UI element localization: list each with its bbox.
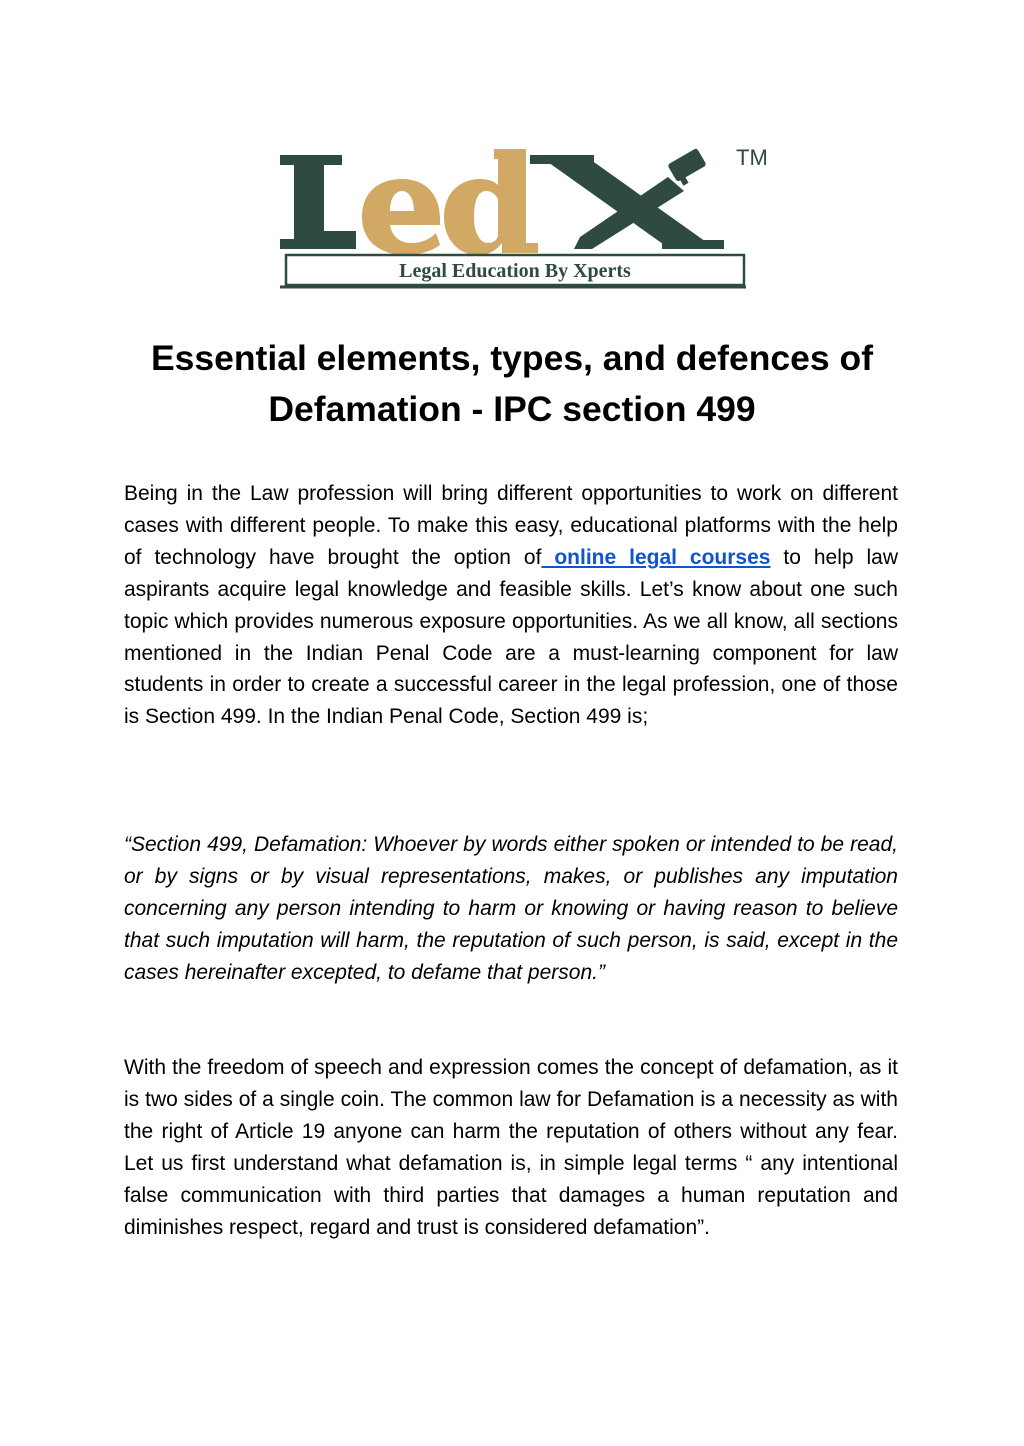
- intro-text-before: Being in the Law profession will bring different opportunities to work on different cases with different people. To make this easy, educational platforms with the help of technology have brought the option of: [124, 482, 898, 569]
- logo-letter-e: [362, 179, 440, 255]
- ledx-logo: [276, 145, 788, 291]
- section-499-quote: “Section 499, Defamation: Whoever by words either spoken or intended to be read, or by signs or by visual representations, makes, or publishes any imputation concerning any person intending to harm or knowing or having reason to believe that such imputation will harm, the reputation of such person, is said, except in the cases hereinafter excepted, to defame that person.”: [124, 833, 898, 984]
- intro-text-after: to help law aspirants acquire legal knowledge and feasible skills. Let’s know about one such topic which provides numerous exposure opportunities. As we all know, all sections mentioned in the Indian Penal Code are a must-learning component for law students in order to create a successful career in the legal profession, one of those is Section 499. In the Indian Penal Code, Section 499 is;: [124, 545, 898, 729]
- defamation-paragraph: With the freedom of speech and expression comes the concept of defamation, as it is two sides of a single coin. The common law for Defamation is a necessity as with the right of Article 19 anyone can harm the reputation of others without any fear. Let us first understand what defamation is, in simple legal terms “ any intentional false communication with third parties that damages a human reputation and diminishes respect, regard and trust is considered defamation”.: [124, 1056, 898, 1239]
- gavel-icon: [667, 148, 706, 186]
- intro-paragraph: [124, 478, 898, 733]
- logo-letter-l: [280, 155, 356, 249]
- logo-letter-d: [444, 149, 538, 255]
- page-title: Essential elements, types, and defences of Defamation - IPC section 499: [150, 338, 874, 429]
- online-legal-courses-link[interactable]: online legal courses: [541, 545, 771, 569]
- logo-tagline: Legal Education By Xperts: [399, 260, 631, 282]
- logo-trademark: TM: [736, 145, 768, 170]
